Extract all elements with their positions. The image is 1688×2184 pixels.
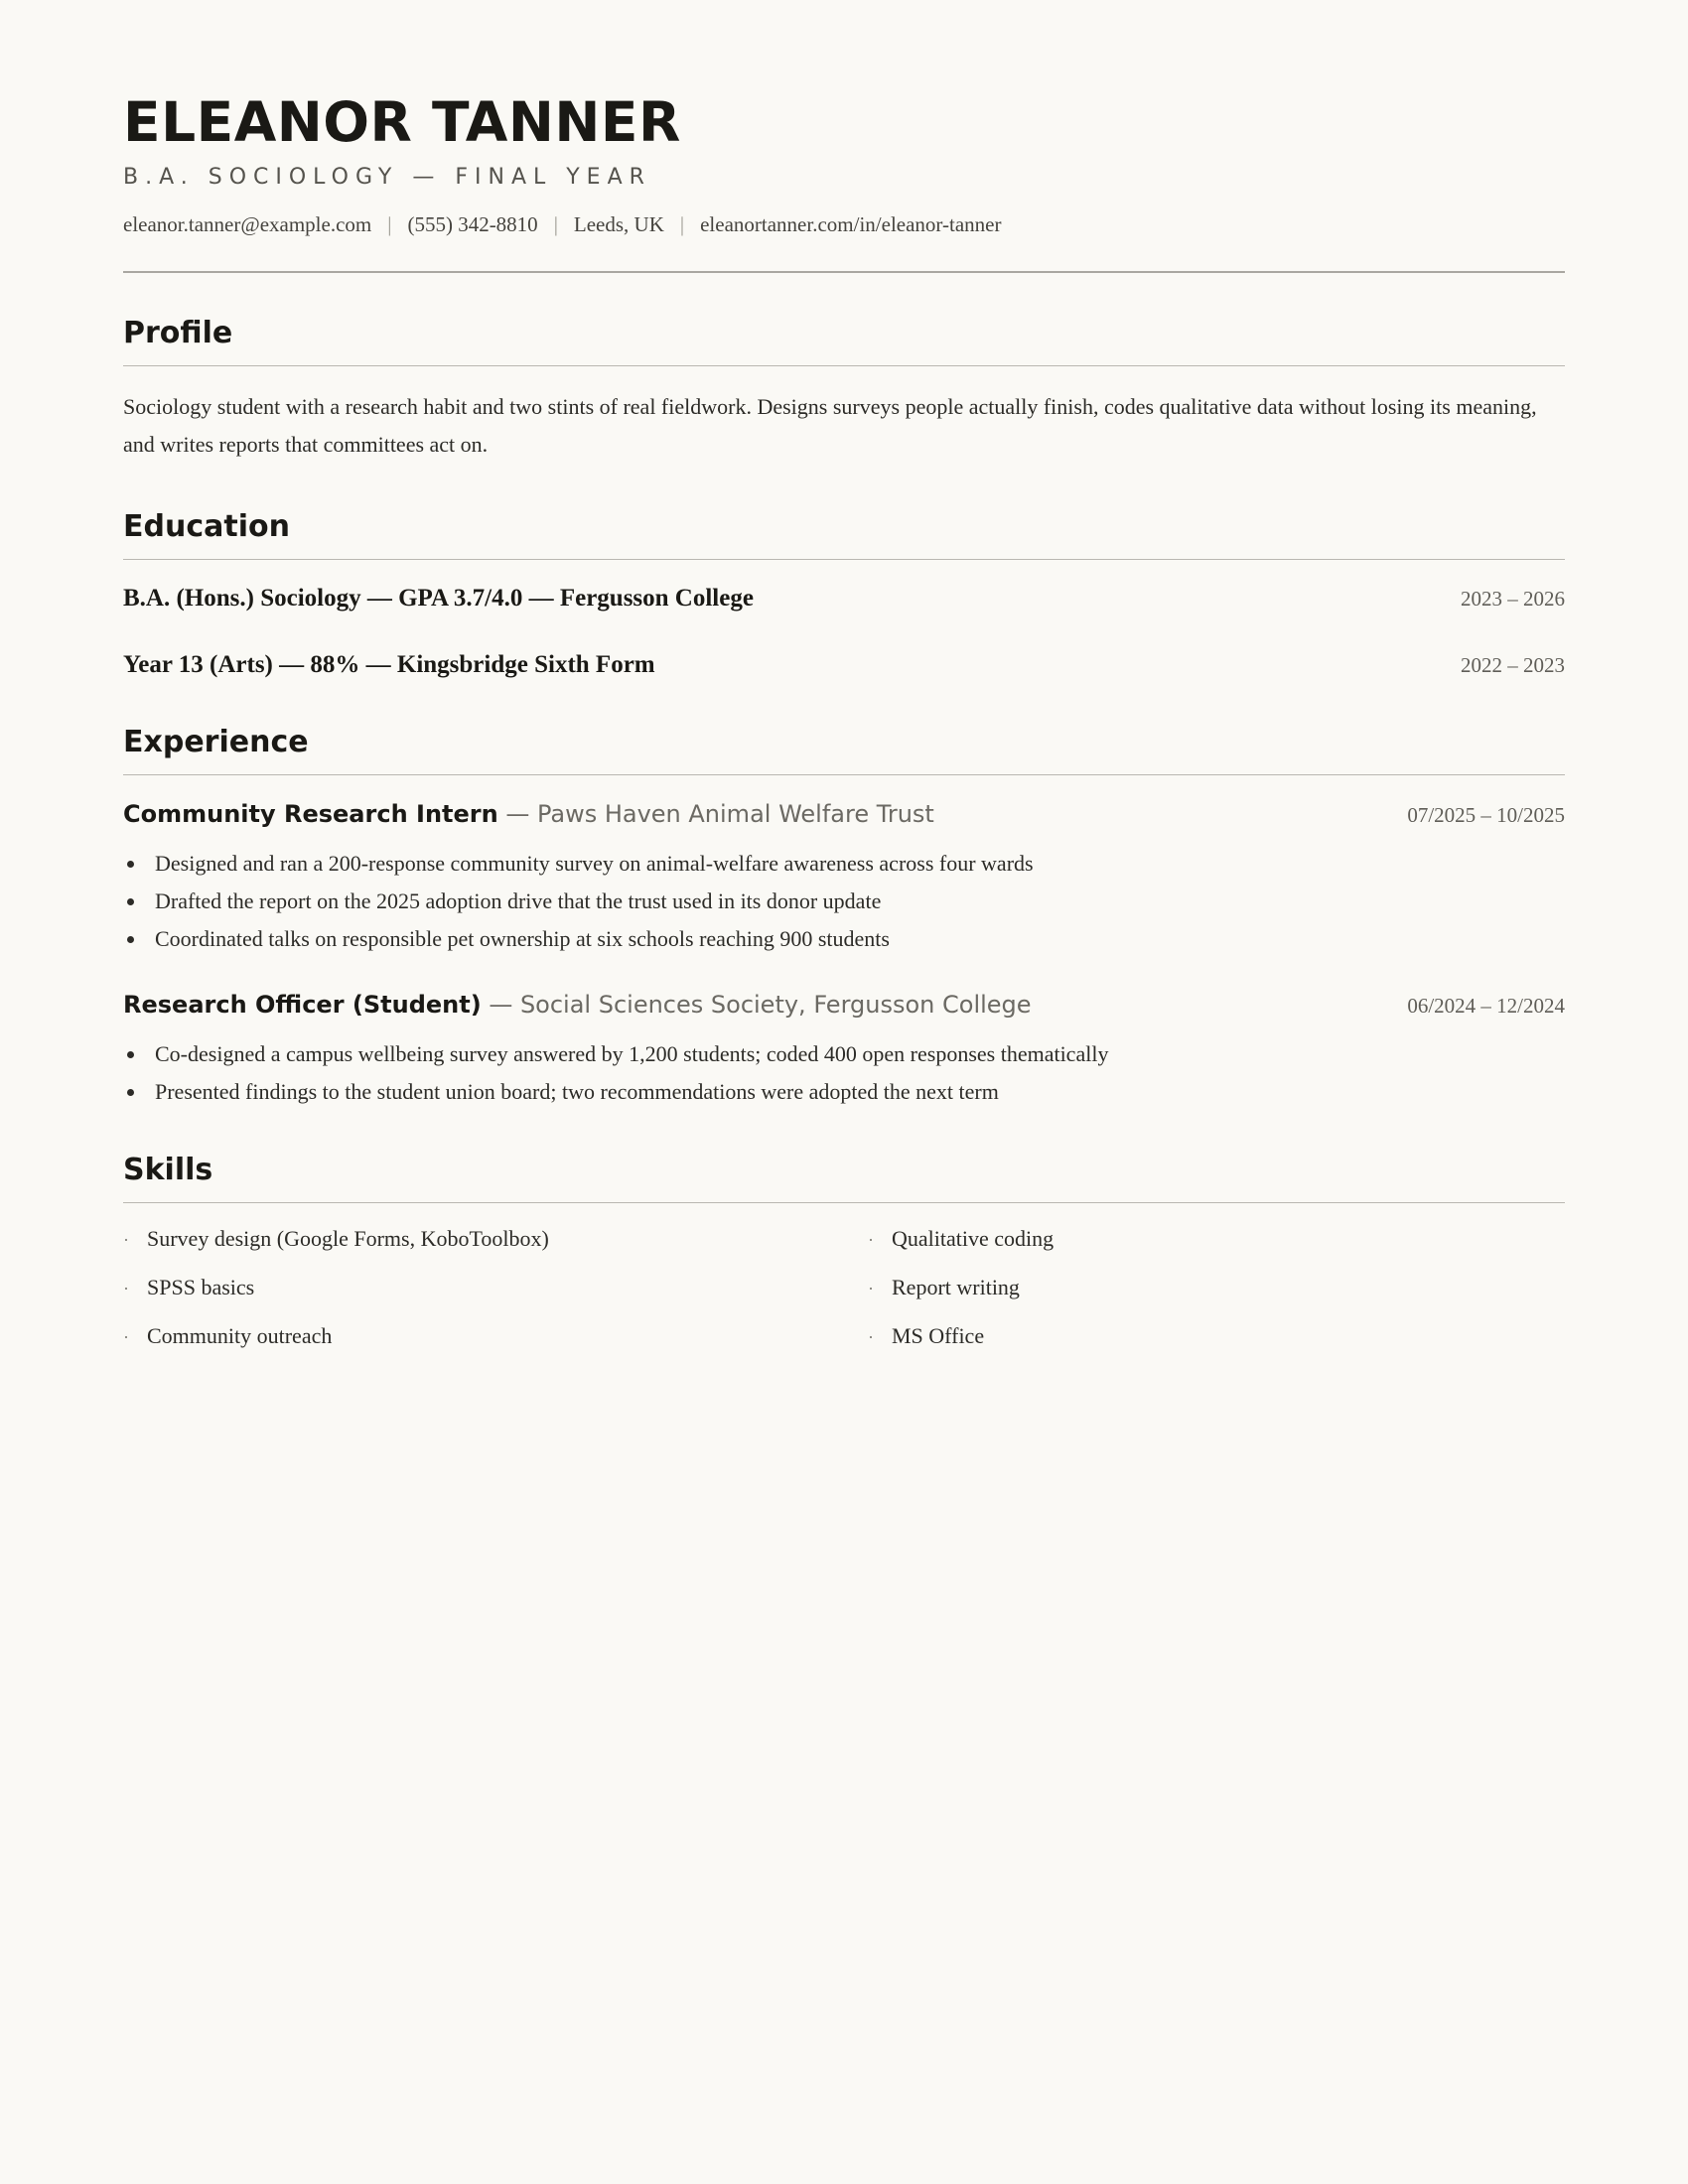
bullet-icon xyxy=(127,1051,134,1058)
bullet-icon xyxy=(127,861,134,868)
education-dates: 2023 – 2026 xyxy=(1461,587,1565,611)
job-bullet xyxy=(123,883,1565,920)
section-title-skills: Skills xyxy=(123,1153,213,1187)
education-item xyxy=(123,648,1565,682)
bullet-icon xyxy=(127,898,134,905)
section-divider xyxy=(123,559,1565,560)
job-bullet xyxy=(123,1035,1565,1073)
job-bullet xyxy=(123,920,1565,958)
education-item xyxy=(123,582,1565,615)
skill-item xyxy=(123,1320,868,1353)
education-degree: Year 13 (Arts) — 88% — Kingsbridge Sixth Form xyxy=(123,651,655,678)
job-organization: — Social Sciences Society, Fergusson College xyxy=(481,991,1032,1019)
skills-section xyxy=(123,1151,1565,1353)
job-bullet-text: Drafted the report on the 2025 adoption drive that the trust used in its donor update xyxy=(155,888,882,913)
skill-item xyxy=(123,1272,868,1304)
skill-label: Qualitative coding xyxy=(892,1226,1055,1251)
section-title-profile: Profile xyxy=(123,316,233,350)
job-bullets xyxy=(123,845,1565,958)
section-divider xyxy=(123,1202,1565,1203)
resume-header xyxy=(123,87,1565,273)
job-dates: 06/2024 – 12/2024 xyxy=(1407,994,1565,1018)
contact-email[interactable]: eleanor.tanner@example.com xyxy=(123,212,372,236)
skill-item xyxy=(868,1272,1565,1304)
skill-label: Report writing xyxy=(892,1275,1020,1299)
skills-list xyxy=(123,1223,1565,1353)
profile-summary: Sociology student with a research habit and two stints of real fieldwork. Designs surveys people actually finish, codes qualitative data without losing its meaning, and writes reports that committees act on. xyxy=(123,394,1537,457)
skill-label: MS Office xyxy=(892,1323,985,1348)
profile-section xyxy=(123,314,1565,464)
job-bullet xyxy=(123,1073,1565,1111)
education-degree: B.A. (Hons.) Sociology — GPA 3.7/4.0 — Fergusson College xyxy=(123,585,754,612)
job-header xyxy=(123,988,1565,1022)
header-divider xyxy=(123,271,1565,273)
skill-label: Community outreach xyxy=(147,1323,333,1348)
skill-label: SPSS basics xyxy=(147,1275,255,1299)
skill-label: Survey design (Google Forms, KoboToolbox) xyxy=(147,1226,549,1251)
job-bullet xyxy=(123,845,1565,883)
bullet-icon: · xyxy=(868,1327,874,1347)
education-section xyxy=(123,507,1565,682)
job-dates: 07/2025 – 10/2025 xyxy=(1407,803,1565,827)
contact-website[interactable]: eleanortanner.com/in/eleanor-tanner xyxy=(700,212,1002,236)
skill-item xyxy=(868,1320,1565,1353)
education-dates: 2022 – 2023 xyxy=(1461,653,1565,677)
job-bullet-text: Designed and ran a 200-response community survey on animal-welfare awareness across four wards xyxy=(155,851,1034,876)
bullet-icon: · xyxy=(123,1230,129,1250)
section-divider xyxy=(123,774,1565,775)
skill-item xyxy=(123,1223,868,1256)
section-divider xyxy=(123,365,1565,366)
contact-location: Leeds, UK xyxy=(573,212,664,236)
job-bullet-text: Coordinated talks on responsible pet ownership at six schools reaching 900 students xyxy=(155,926,890,951)
bullet-icon: · xyxy=(123,1327,129,1347)
bullet-icon: · xyxy=(123,1279,129,1298)
bullet-icon: · xyxy=(868,1230,874,1250)
contact-separator: | xyxy=(387,212,392,236)
job-role: Community Research Intern xyxy=(123,800,498,828)
candidate-name: ELEANOR TANNER xyxy=(123,90,681,154)
bullet-icon xyxy=(127,1089,134,1096)
section-title-education: Education xyxy=(123,509,290,544)
experience-section xyxy=(123,723,1565,1111)
contact-separator: | xyxy=(553,212,558,236)
candidate-tagline: B.A. SOCIOLOGY — FINAL YEAR xyxy=(123,165,651,190)
section-title-experience: Experience xyxy=(123,725,309,759)
contact-line xyxy=(123,210,1565,238)
job-role: Research Officer (Student) xyxy=(123,991,482,1019)
bullet-icon: · xyxy=(868,1279,874,1298)
contact-phone[interactable]: (555) 342-8810 xyxy=(407,212,538,236)
skill-item xyxy=(868,1223,1565,1256)
job-bullet-text: Presented findings to the student union board; two recommendations were adopted the next term xyxy=(155,1079,999,1104)
bullet-icon xyxy=(127,936,134,943)
job-header xyxy=(123,797,1565,831)
job-organization: — Paws Haven Animal Welfare Trust xyxy=(497,800,934,828)
contact-separator: | xyxy=(679,212,685,236)
job-bullet-text: Co-designed a campus wellbeing survey answered by 1,200 students; coded 400 open responses thematically xyxy=(155,1041,1109,1066)
job-bullets xyxy=(123,1035,1565,1111)
